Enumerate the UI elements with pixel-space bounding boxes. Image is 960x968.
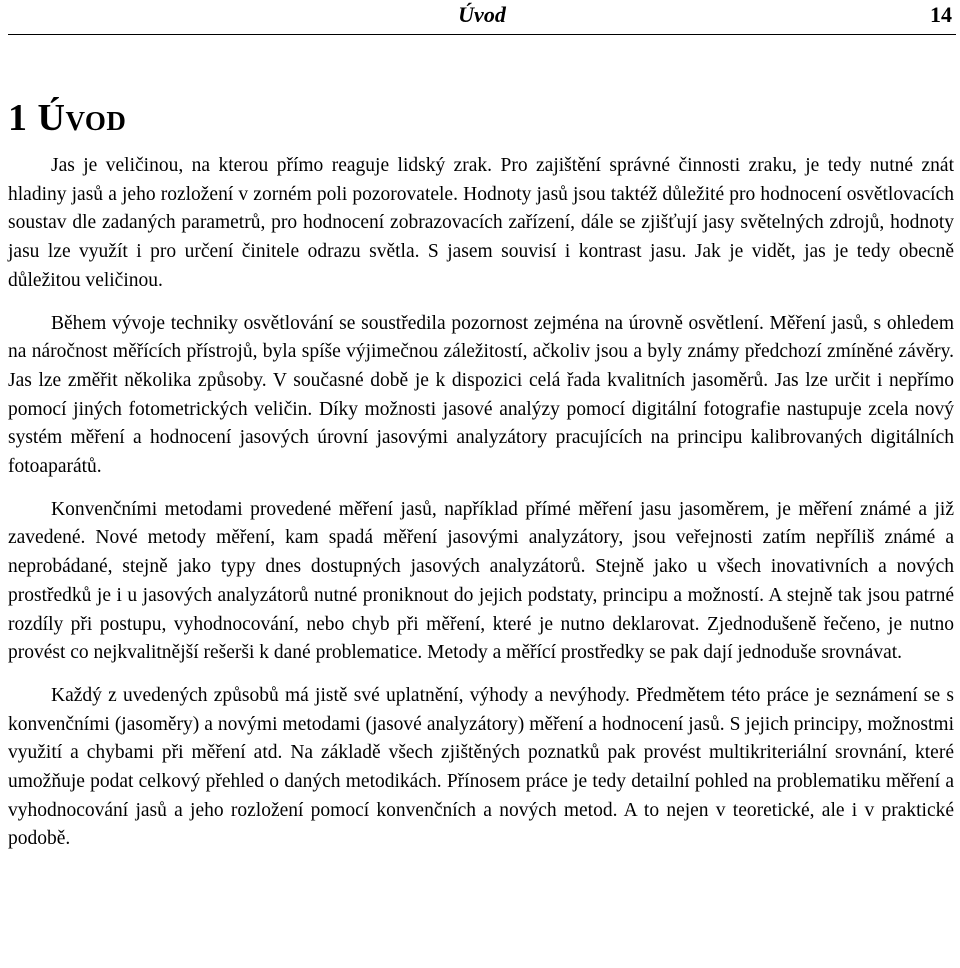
chapter-title-rest: vod bbox=[65, 97, 127, 139]
body-text bbox=[8, 152, 954, 854]
page-number: 14 bbox=[930, 2, 952, 27]
paragraph: Jas je veličinou, na kterou přímo reaguje lidský zrak. Pro zajištění správné činnosti zraku, je tedy nutné znát hladiny jasů a jeho rozložení v zorném poli pozorovatele. Hodnoty jasů jsou taktéž důležité pro hodnocení osvětlovacích soustav dle zadaných parametrů, pro hodnocení zobrazovacích zařízení, dále se zjišťují jasy světelných zdrojů, hodnoty jasu lze využít i pro určení činitele odrazu světla. S jasem souvisí i kontrast jasu. Jak je vidět, jas je tedy obecně důležitou veličinou. bbox=[8, 155, 954, 291]
paragraph: Konvenčními metodami provedené měření jasů, například přímé měření jasu jasoměrem, je měření známé a již zavedené. Nové metody měření, kam spadá měření jasovými analyzátory, jsou veřejnosti zatím nepříliš známé a neprobádané, stejně jako typy dnes dostupných jasových analyzátorů. Stejně jako u všech inovativních a nových prostředků je i u jasových analyzátorů nutné proniknout do jejich podstaty, principu a možností. A stejně tak jsou patrné rozdíly při postupu, vyhodnocování, nebo chyb při měření, které je nutno deklarovat. Zjednodušeně řečeno, je nutno provést co nejkvalitnější rešerši k dané problematice. Metody a měřící prostředky se pak dají jednoduše srovnávat. bbox=[8, 498, 954, 664]
chapter-title-initial: Ú bbox=[37, 97, 66, 139]
chapter-title bbox=[38, 97, 127, 139]
chapter-heading bbox=[8, 98, 126, 140]
running-header bbox=[8, 0, 956, 35]
paragraph: Během vývoje techniky osvětlování se soustředila pozornost zejména na úrovně osvětlení. Měření jasů, s ohledem na náročnost měřících přístrojů, byla spíše výjimečnou záležitostí, ačkoliv jsou a byly známy předchozí zmíněné závěry. Jas lze změřit několika způsoby. V současné době je k dispozici celá řada kvalitních jasoměrů. Jas lze určit i nepřímo pomocí jiných fotometrických veličin. Díky možnosti jasové analýzy pomocí digitální fotografie nastupuje zcela nový systém měření a hodnocení jasových úrovní jasovými analyzátory pracujících na principu kalibrovaných digitálních fotoaparátů. bbox=[8, 312, 954, 478]
paragraph: Každý z uvedených způsobů má jistě své uplatnění, výhody a nevýhody. Předmětem této práce je seznámení se s konvenčními (jasoměry) a novými metodami (jasové analyzátory) měření a hodnocení jasů. S jejich principy, možnostmi využití a chybami při měření atd. Na základě všech zjištěných poznatků pak provést multikriteriální srovnání, které umožňuje podat celkový přehled o daných metodikách. Přínosem práce je tedy detailní pohled na problematiku měření a vyhodnocování jasů a jeho rozložení pomocí konvenčních a nových metod. A to nejen v teoretické, ale i v praktické podobě. bbox=[8, 684, 954, 850]
chapter-number: 1 bbox=[8, 97, 28, 139]
running-header-title: Úvod bbox=[458, 2, 506, 27]
